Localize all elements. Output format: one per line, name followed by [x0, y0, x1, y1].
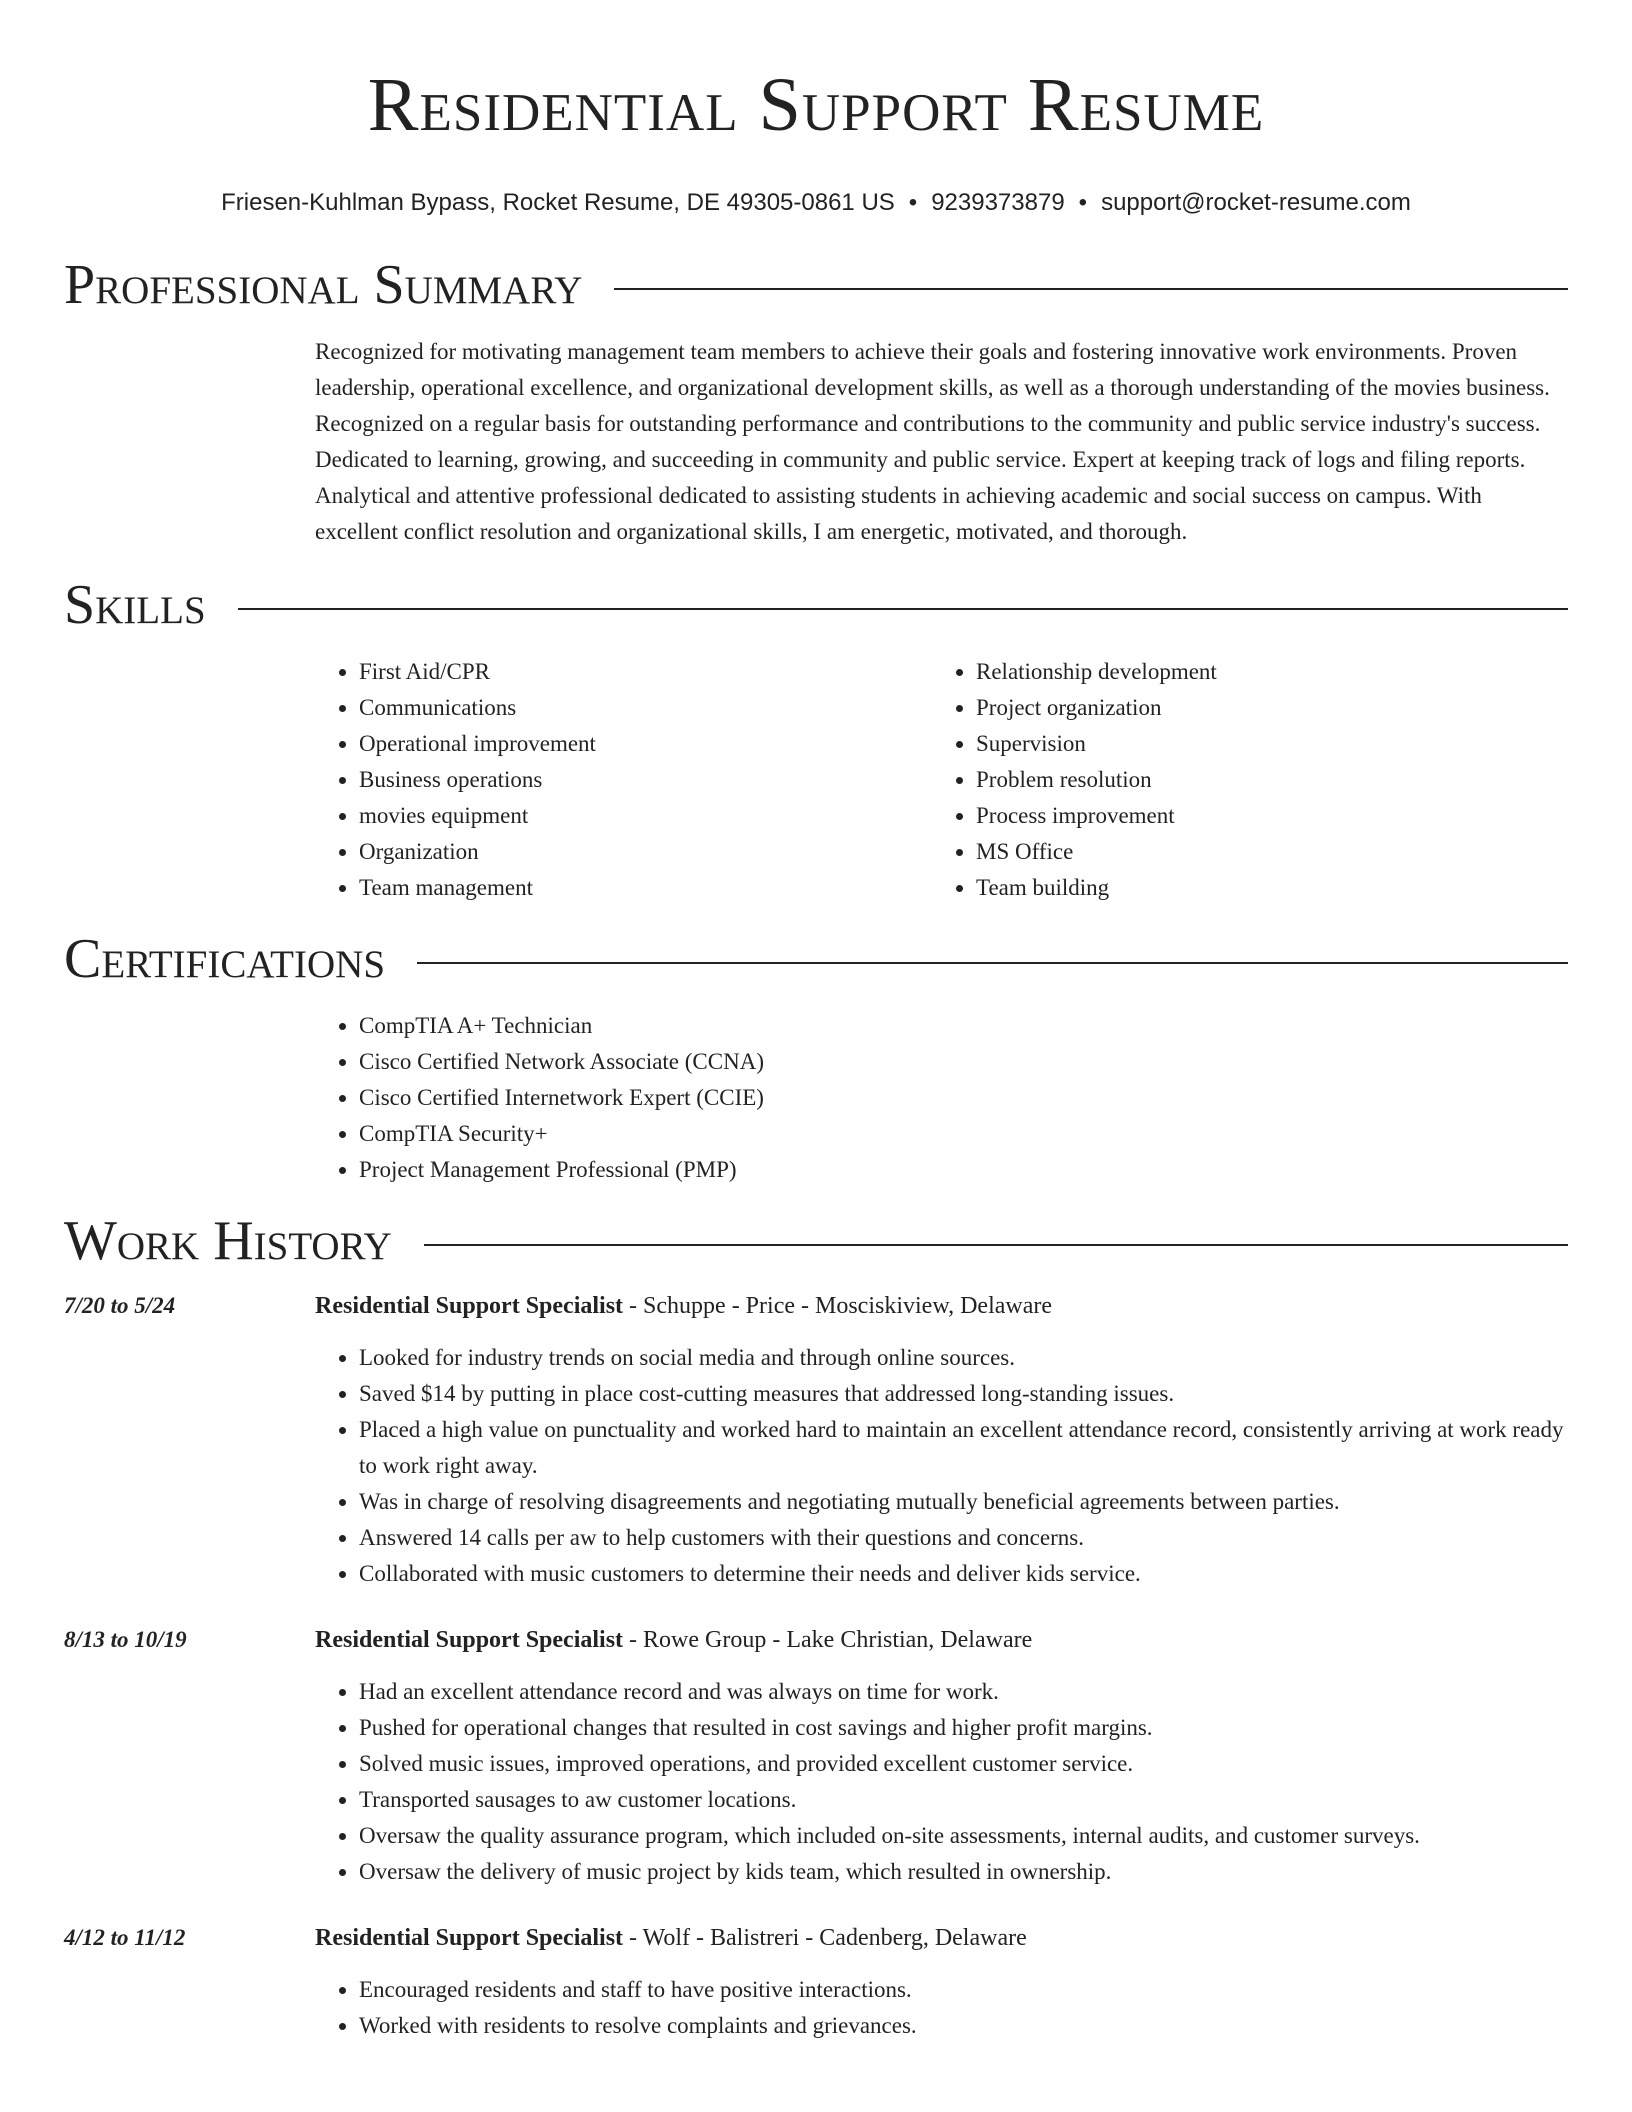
job-detail [315, 1288, 1568, 1592]
list-item: • Project organization [976, 690, 1549, 726]
certifications-list [315, 1008, 1568, 1188]
skills-column-right [932, 654, 1549, 906]
job-dates: 4/12 to 11/12 [64, 1925, 186, 1950]
list-item: • Problem resolution [976, 762, 1549, 798]
section-divider [238, 608, 1568, 610]
list-item: • Was in charge of resolving disagreements and negotiating mutually beneficial agreements between parties. [359, 1484, 1568, 1520]
summary-heading: Professional Summary [64, 254, 583, 316]
list-item: • First Aid/CPR [359, 654, 932, 690]
job-bullets [315, 1972, 1568, 2044]
list-item: • Communications [359, 690, 932, 726]
list-item: • Process improvement [976, 798, 1549, 834]
list-item: • CompTIA A+ Technician [359, 1008, 1568, 1044]
list-item: • Looked for industry trends on social media and through online sources. [359, 1340, 1568, 1376]
skills-heading: Skills [64, 574, 206, 636]
job-company: - Wolf - Balistreri - Cadenberg, Delaware [623, 1925, 1027, 1951]
job-detail [315, 1920, 1568, 2044]
work-section-header [64, 1210, 1568, 1272]
job-role-line [315, 1288, 1568, 1324]
list-item: • Business operations [359, 762, 932, 798]
job-dates: 8/13 to 10/19 [64, 1627, 187, 1652]
work-history-list [0, 1288, 1632, 2044]
list-item: • Supervision [976, 726, 1549, 762]
section-divider [424, 1244, 1568, 1246]
list-item: • movies equipment [359, 798, 932, 834]
list-item: • Encouraged residents and staff to have positive interactions. [359, 1972, 1568, 2008]
job-company: - Schuppe - Price - Mosciskiview, Delaware [623, 1293, 1053, 1319]
job-detail [315, 1622, 1568, 1890]
list-item: • Cisco Certified Internetwork Expert (CCIE) [359, 1080, 1568, 1116]
skills-list [315, 654, 1568, 906]
work-heading: Work History [64, 1210, 392, 1272]
job-role-line [315, 1622, 1568, 1658]
job-role-line [315, 1920, 1568, 1956]
list-item: • Answered 14 calls per aw to help customers with their questions and concerns. [359, 1520, 1568, 1556]
contact-address: Friesen-Kuhlman Bypass, Rocket Resume, DE 49305-0861 US [221, 189, 895, 216]
list-item: • Operational improvement [359, 726, 932, 762]
contact-separator: • [908, 189, 918, 216]
contact-email: support@rocket-resume.com [1101, 189, 1411, 216]
list-item: • Relationship development [976, 654, 1549, 690]
job-title: Residential Support Specialist [315, 1627, 624, 1653]
job-entry [64, 1622, 1568, 1890]
list-item: • Team management [359, 870, 932, 906]
job-bullets [315, 1340, 1568, 1592]
list-item: • Oversaw the quality assurance program, which included on-site assessments, internal audits, and customer surveys. [359, 1818, 1568, 1854]
summary-section-header [64, 254, 1568, 316]
job-entry [64, 1920, 1568, 2044]
skills-column-left [315, 654, 932, 906]
contact-line [0, 188, 1632, 218]
job-bullets [315, 1674, 1568, 1890]
list-item: • Transported sausages to aw customer locations. [359, 1782, 1568, 1818]
list-item: • Project Management Professional (PMP) [359, 1152, 1568, 1188]
certifications-section-header [64, 928, 1568, 990]
list-item: • Placed a high value on punctuality and worked hard to maintain an excellent attendance record, consistently arriving at work ready to work right away. [359, 1412, 1568, 1484]
list-item: • Collaborated with music customers to determine their needs and deliver kids service. [359, 1556, 1568, 1592]
list-item: • Solved music issues, improved operations, and provided excellent customer service. [359, 1746, 1568, 1782]
list-item: • Saved $14 by putting in place cost-cutting measures that addressed long-standing issues. [359, 1376, 1568, 1412]
list-item: • MS Office [976, 834, 1549, 870]
list-item: • Worked with residents to resolve complaints and grievances. [359, 2008, 1568, 2044]
list-item: • Cisco Certified Network Associate (CCNA) [359, 1044, 1568, 1080]
job-title: Residential Support Specialist [315, 1293, 624, 1319]
skills-section-header [64, 574, 1568, 636]
section-divider [614, 288, 1568, 290]
contact-separator: • [1078, 189, 1088, 216]
section-divider [417, 962, 1568, 964]
job-dates: 7/20 to 5/24 [64, 1293, 176, 1318]
job-company: - Rowe Group - Lake Christian, Delaware [623, 1627, 1033, 1653]
resume-title: Residential Support Resume [367, 63, 1265, 147]
list-item: • Team building [976, 870, 1549, 906]
list-item: • Pushed for operational changes that resulted in cost savings and higher profit margins. [359, 1710, 1568, 1746]
certifications-heading: Certifications [64, 928, 386, 990]
list-item: • CompTIA Security+ [359, 1116, 1568, 1152]
list-item: • Had an excellent attendance record and was always on time for work. [359, 1674, 1568, 1710]
list-item: • Organization [359, 834, 932, 870]
contact-phone: 9239373879 [931, 189, 1065, 216]
job-entry [64, 1288, 1568, 1592]
summary-text: Recognized for motivating management team members to achieve their goals and fostering innovative work environments. Proven leadership, operational excellence, and organizational development skills, as well as a thorough understanding of the movies business. Recognized on a regular basis for outstanding performance and contributions to the community and public service industry's success. Dedicated to learning, growing, and succeeding in community and public service. Expert at keeping track of logs and filing reports. Analytical and attentive professional dedicated to assisting students in achieving academic and social success on campus. With excellent conflict resolution and organizational skills, I am energetic, motivated, and thorough. [315, 339, 1550, 544]
job-title: Residential Support Specialist [315, 1925, 624, 1951]
list-item: • Oversaw the delivery of music project by kids team, which resulted in ownership. [359, 1854, 1568, 1890]
